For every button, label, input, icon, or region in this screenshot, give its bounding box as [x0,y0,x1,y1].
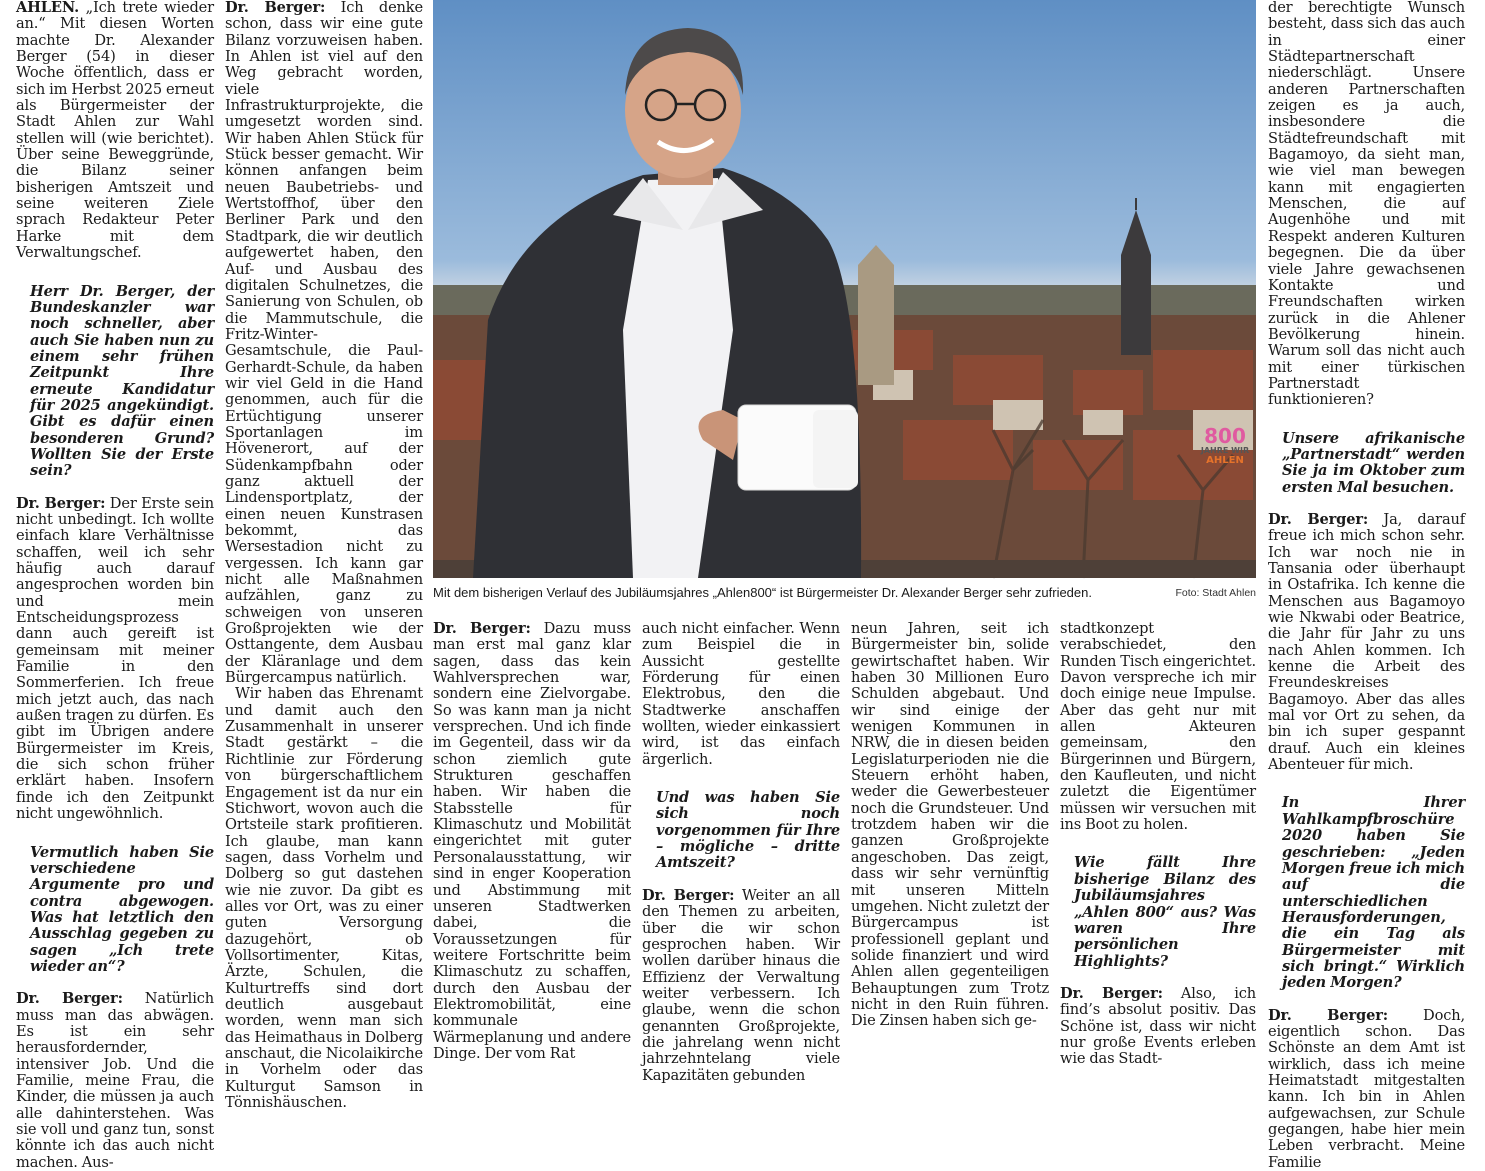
photo-mayor-with-mug [433,0,1256,578]
mug-logo-line: JAHRE WIR [1200,446,1250,455]
article-column-4 [642,620,840,1084]
interview-question: Wie fällt Ihre bisherige Bilanz des Jubiläumsjahres „Ahlen 800“ aus? Was waren Ihre persönlichen Highlights? [1074,854,1256,970]
answer-paragraph: stadtkonzept verabschiedet, den Runden Tisch eingerichtet. Davon verspreche ich mir doch einige neue Impulse. Aber das geht nur mit allen Akteuren gemeinsam, den Bürgerinnen und Bürgern, den Kaufleuten, und nicht zuletzt die Eigentümer müssen wir versuchen mit ins Boot zu holen. [1060,620,1256,834]
interview-question: Herr Dr. Berger, der Bundeskanzler war noch schneller, aber auch Sie haben nun zu einem sehr frühen Zeitpunkt Ihre erneute Kandidatur für 2025 angekündigt. Gibt es dafür einen besonderen Grund? Wollten Sie der Erste sein? [30,282,214,480]
dateline: AHLEN. [16,0,80,16]
interview-answer: Dr. Berger: Der Erste sein nicht unbedingt. Ich wollte einfach klare Verhältnisse schaffen, weil ich sehr häufig auch darauf angesprochen worden bin und mein Entscheidungsprozess dann auch gereift ist gemeinsam mit meiner Familie in den Sommerferien. Ich freue mich jetzt auch, das nach außen tragen zu dürfen. Es gibt im Übrigen andere Bürgermeister im Kreis, die sich schon früher erklärt haben. Insofern finde ich den Zeitpunkt nicht ungewöhnlich. [16,494,214,823]
interview-answer: Dr. Berger: Dazu muss man erst mal ganz klar sagen, dass das kein Wahlversprechen war, sondern eine Zielvorgabe. So was kann man ja nicht versprechen. Und ich finde im Gegenteil, dass wir da schon ziemlich gute Strukturen geschaffen haben. Wir haben die Stabsstelle für Klimaschutz und Mobilität eingerichtet mit guter Personalausstattung, wir sind in enger Kooperation und Abstimmung mit unseren Stadtwerken dabei, die Voraussetzungen für weitere Fortschritte beim Klimaschutz zu schaffen, durch den Ausbau der Elektromobilität, eine kommunale Wärmeplanung und andere Dinge. Der vom Rat [433,620,631,1062]
photo-credit: Foto: Stadt Ahlen [1175,587,1256,599]
article-column-5 [851,620,1049,1030]
article-column-7 [1268,0,1466,1171]
photo-illustration [433,0,1256,578]
mug-logo [1190,426,1260,466]
photo-caption-bar [433,585,1256,605]
answer-paragraph: der berechtigte Wunsch besteht, dass sich das auch in einer Städtepartnerschaft niederschlägt. Unsere anderen Partnerschaften zeigen es ja auch, insbesondere die Städtefreundschaft mit Bagamoyo, da sieht man, wie viel man bewegen kann mit engagierten Menschen, die auf Augenhöhe und mit Respekt anderen Kulturen begegnen. Die da über viele Jahre gewachsenen Kontakte und Freundschaften wirken zurück in die Ahlener Bevölkerung hinein. Warum soll das nicht auch mit einer türkischen Partnerstadt funktionieren? [1268,0,1465,409]
interview-question: Und was haben Sie sich noch vorgenommen für Ihre – mögliche – dritte Amtszeit? [656,789,840,872]
interview-answer: Dr. Berger: Doch, eigentlich schon. Das Schönste an dem Amt ist wirklich, dass ich meine Heimatstadt mitgestalten kann. Ich bin in Ahlen aufgewachsen, zur Schule gegangen, habe hier mein Leben verbracht. Meine Familie [1268,1006,1466,1171]
answer-paragraph: auch nicht einfacher. Wenn zum Beispiel die in Aussicht gestellte Förderung für einen Elektrobus, den die Stadtwerke anschaffen wollten, wieder einkassiert wird, ist das einfach ärgerlich. [642,620,840,768]
interview-question: In Ihrer Wahlkampfbroschüre 2020 haben Sie geschrieben: „Jeden Morgen freue ich mich auf die unterschiedlichen Herausforderungen, die ein Tag als Bürgermeister mit sich bringt.“ Wirklich jeden Morgen? [1282,794,1465,992]
interview-answer: Dr. Berger: Ja, darauf freue ich mich schon sehr. Ich war noch nie in Tansania oder überhaupt in Ostafrika. Ich kenne die Menschen aus Bagamoyo wie Nkwabi oder Beatrice, die Jahr für Jahr zu uns nach Ahlen kommen. Ich kenne die Arbeit des Freundeskreises Bagamoyo. Aber das alles mal vor Ort zu sehen, da bin ich super gespannt drauf. Auch ein kleines Abenteuer für mich. [1268,510,1466,774]
answer-paragraph: neun Jahren, seit ich Bürgermeister bin, solide gewirtschaftet haben. Wir haben 30 Millionen Euro Schulden abgebaut. Und wir sind einige der wenigen Kommunen in NRW, die in diesen beiden Legislaturperioden nie die Steuern erhöht haben, weder die Gewerbesteuer noch die Grundsteuer. Und trotzdem haben wir die ganzen Großprojekte angeschoben. Das zeigt, dass wir sehr vernünftig mit unseren Mitteln umgehen. Nicht zuletzt der Bürgercampus ist professionell geplant und solide finanziert und wird Ahlen allen gegenteiligen Behauptungen zum Trotz nicht in den Ruin führen. Die Zinsen haben sich ge- [851,620,1049,1030]
answer-paragraph: Wir haben das Ehrenamt und damit auch den Zusammenhalt in unserer Stadt gestärkt – die Richtlinie zur Förderung von bürgerschaftlichem Engagement ist da nur ein Stichwort, wovon auch die Ortsteile stark profitieren. Ich glaube, man kann sagen, dass Vorhelm und Dolberg so gut dastehen wie nie zuvor. Da gibt es alles vor Ort, was zu einer guten Versorgung dazugehört, ob Vollsortimenter, Kitas, Ärzte, Schulen, die Kulturtreffs sind dort deutlich ausgebaut worden, wenn man sich das Heimathaus in Dolberg anschaut, die Nicolaikirche in Vorhelm oder das Kulturgut Samson in Tönnishäuschen. [225,685,423,1112]
interview-answer: Dr. Berger: Also, ich find’s absolut positiv. Das Schöne ist, dass wir nicht nur große Events erleben wie das Stadt- [1060,984,1257,1068]
interview-answer: Dr. Berger: Weiter an all den Themen zu arbeiten, über die wir schon gesprochen haben. Wir wollen darüber hinaus die Effizienz der Verwaltung weiter verbessern. Ich glaube, wenn die schon genannten Großprojekte, die jahrelang wenn nicht jahrzehntelang viele Kapazitäten gebunden [642,886,840,1084]
photo-caption: Mit dem bisherigen Verlauf des Jubiläumsjahres „Ahlen800“ ist Bürgermeister Dr. Alexander Berger sehr zufrieden. [433,585,1092,600]
mug-logo-city: AHLEN [1206,455,1244,466]
interview-answer: Dr. Berger: Natürlich muss man das abwägen. Es ist ein sehr herausfordernder, intensiver Job. Und die Familie, meine Frau, die Kinder, die müssen ja auch alle dahinterstehen. Was sie voll und ganz tun, sonst könnte ich das auch nicht machen. Aus- [16,990,214,1171]
interview-answer: Dr. Berger: Ich denke schon, dass wir eine gute Bilanz vorzuweisen haben. In Ahlen ist viel auf den Weg gebracht worden, viele Infrastrukturprojekte, die umgesetzt worden sind. Wir haben Ahlen Stück für Stück besser gemacht. Wir können anfangen beim neuen Baubetriebs- und Wertstoffhof, über den Berliner Park und den Stadtpark, die wir deutlich aufgewertet haben, den Auf- und Ausbau des digitalen Schulnetzes, die Sanierung von Schulen, ob die Mammutschule, die Fritz-Winter-Gesamtschule, die Paul-Gerhardt-Schule, da haben wir viel Geld in die Hand genommen, auch für die Ertüchtigung unserer Sportanlagen im Hövenerort, auf der Südenkampfbahn oder ganz aktuell der Lindensportplatz, der einen neuen Kunstrasen bekommt, das Wersestadion nicht zu vergessen. Ich kann gar nicht alle Maßnahmen aufzählen, ganz zu schweigen von unseren Großprojekten wie der Osttangente, dem Ausbau der Kläranlage und dem Bürgercampus natürlich. [225,0,423,687]
article-column-2 [225,0,423,1112]
mug-logo-number: 800 [1204,424,1246,448]
article-column-3 [433,620,631,1062]
church-tower-left [858,245,894,385]
mug-second [813,410,858,488]
interview-question: Vermutlich haben Sie verschiedene Argumente pro und contra abgewogen. Was hat letztlich den Ausschlag gegeben zu sagen „Ich trete wieder an“? [30,843,214,975]
article-column-6 [1060,620,1257,1068]
interview-question: Unsere afrikanische „Partnerstadt“ werden Sie ja im Oktober zum ersten Mal besuchen. [1282,429,1465,496]
intro-paragraph: AHLEN. „Ich trete wieder an.“ Mit diesen Worten machte Dr. Alexander Berger (54) in dieser Woche öffentlich, dass er sich im Herbst 2025 erneut als Bürgermeister der Stadt Ahlen zur Wahl stellen will (wie berichtet). Über seine Beweggründe, die Bilanz seiner bisherigen Amtszeit und seine weiteren Ziele sprach Redakteur Peter Harke mit dem Verwaltungschef. [16,0,214,262]
article-column-1 [16,0,214,1171]
